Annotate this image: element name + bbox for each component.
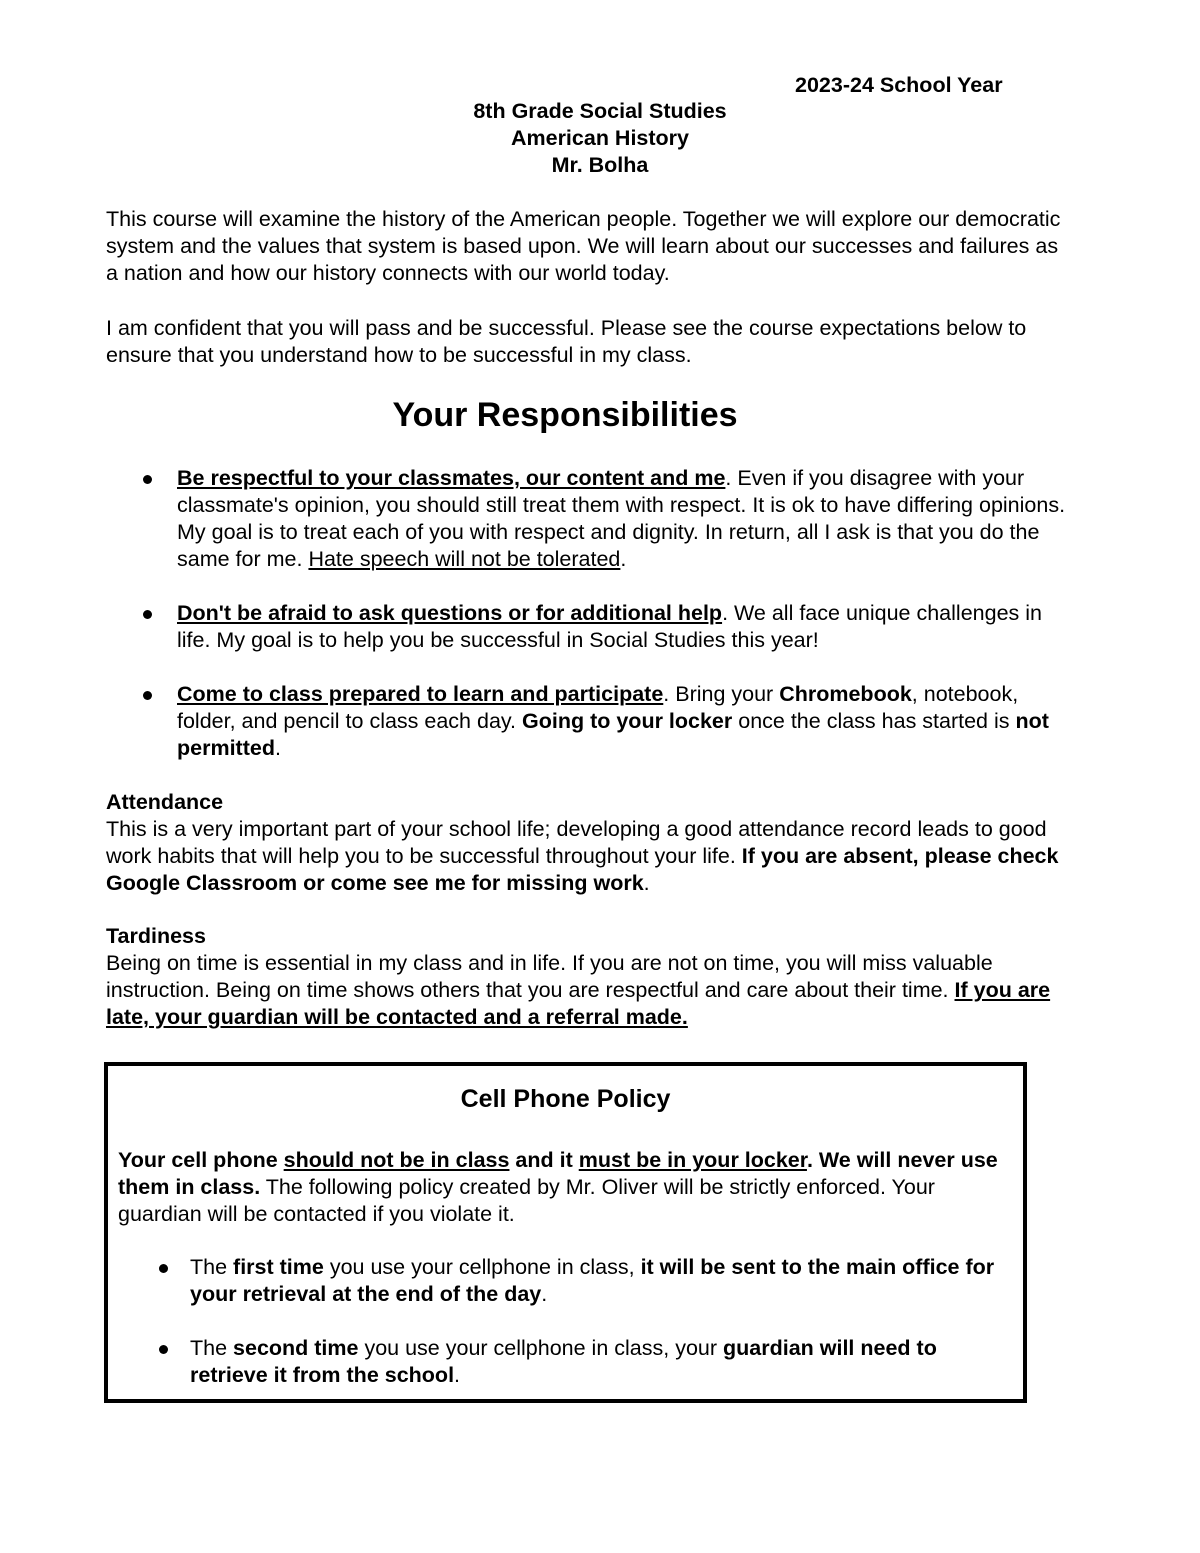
intro-paragraph-2: I am confident that you will pass and be successful. Please see the course expectations below to ensure that you understand how to be successful in my class. bbox=[106, 316, 1027, 367]
responsibility-item-prepared: Come to class prepared to learn and participate. Bring your Chromebook, notebook, folder, and pencil to class each day. Going to your locker once the class has started is not permitted. bbox=[106, 681, 1066, 762]
bullet-icon bbox=[143, 610, 152, 619]
attendance-heading: Attendance bbox=[106, 790, 224, 814]
attendance-text: This is a very important part of your school life; developing a good attendance record leads to good work habits that will help you to be successful throughout your life. If you are absent, please check Google Classroom or come see me for missing work. bbox=[106, 817, 1059, 895]
cell-phone-rules-list bbox=[118, 1254, 1018, 1416]
teacher-name: Mr. Bolha bbox=[551, 153, 649, 177]
responsibility-item-respect: Be respectful to your classmates, our content and me. Even if you disagree with your classmate's opinion, you should still treat them with respect. It is ok to have differing opinions. My goal is to treat each of you with respect and dignity. In return, all I ask is that you do the same for me. Hate speech will not be tolerated. bbox=[106, 465, 1066, 573]
intro-paragraph-1: This course will examine the history of the American people. Together we will explore our democratic system and the values that system is based upon. We will learn about our successes and failures as a nation and how our history connects with our world today. bbox=[106, 207, 1061, 285]
course-title: 8th Grade Social Studies bbox=[473, 99, 727, 123]
responsibility-item-questions: Don't be afraid to ask questions or for additional help. We all face unique challenges in life. My goal is to help you be successful in Social Studies this year! bbox=[106, 600, 1066, 654]
bullet-icon bbox=[159, 1264, 168, 1273]
cell-phone-policy-title: Cell Phone Policy bbox=[460, 1085, 671, 1113]
cell-phone-policy-text: Your cell phone should not be in class and it must be in your locker. We will never use them in class. The following policy created by Mr. Oliver will be strictly enforced. Your guardian will be contacted if you violate it. bbox=[118, 1148, 998, 1226]
attendance-section bbox=[106, 789, 1066, 897]
cell-phone-rule-second: The second time you use your cellphone in class, your guardian will need to retrieve it from the school. bbox=[118, 1335, 1018, 1389]
document-header bbox=[0, 98, 1200, 179]
subject-title: American History bbox=[510, 126, 690, 150]
cell-phone-rule-first: The first time you use your cellphone in class, it will be sent to the main office for your retrieval at the end of the day. bbox=[118, 1254, 1018, 1308]
school-year: 2023-24 School Year bbox=[795, 73, 1003, 97]
tardiness-heading: Tardiness bbox=[106, 924, 206, 948]
bullet-icon bbox=[143, 475, 152, 484]
bullet-icon bbox=[143, 691, 152, 700]
responsibilities-list bbox=[106, 465, 1066, 789]
tardiness-section bbox=[106, 923, 1066, 1031]
responsibilities-title: Your Responsibilities bbox=[392, 396, 738, 434]
cell-phone-policy-box bbox=[104, 1062, 1027, 1403]
bullet-icon bbox=[159, 1345, 168, 1354]
tardiness-text: Being on time is essential in my class and in life. If you are not on time, you will miss valuable instruction. Being on time shows others that you are respectful and care about their time. If you are late, your guardian will be contacted and a referral made. bbox=[106, 951, 1051, 1029]
